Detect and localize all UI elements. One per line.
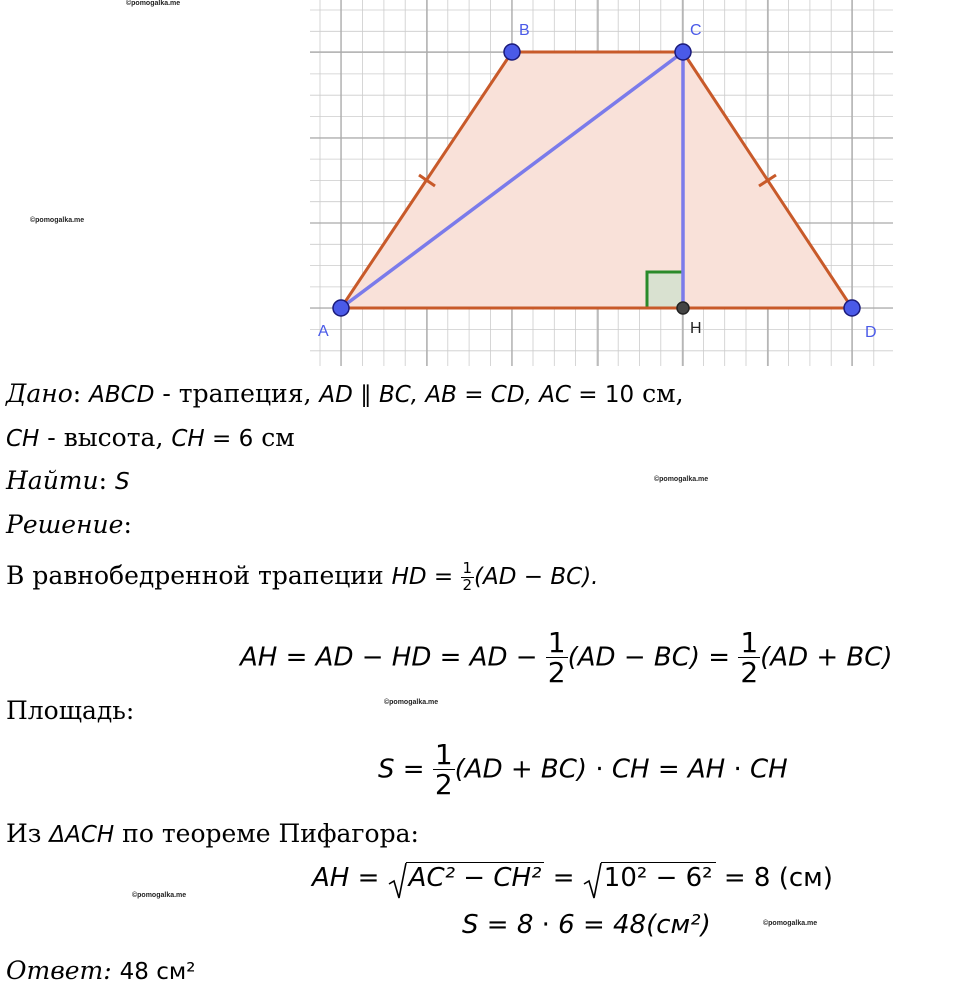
solution-line: Решение: (6, 510, 132, 539)
label-c: C (690, 22, 702, 39)
label-b: B (519, 22, 530, 39)
point-a (333, 300, 349, 316)
sqrt-1: AC² − CH² (388, 862, 545, 893)
given-line-2: CH - высота, CH = 6 см (6, 423, 295, 452)
point-d (844, 300, 860, 316)
area-line: Площадь: (6, 696, 135, 725)
fraction-half: $\frac{1}{2}$ (547, 626, 566, 690)
watermark: ©pomogalka.me (132, 892, 187, 899)
fraction-half: $\frac{1}{2}$ (740, 626, 759, 690)
label-d: D (865, 324, 877, 341)
equation-pythagoras: AH = AC² − CH² = 10² − 6² = 8 (см) (312, 862, 833, 893)
pythagoras-line: Из ΔACH по теореме Пифагора: (6, 819, 419, 848)
label-h: H (690, 320, 702, 337)
find-line: Найти: S (6, 466, 130, 495)
answer-line: Ответ: 48 см² (6, 956, 196, 985)
trapezoid-figure (0, 0, 960, 370)
isosceles-line: В равнобедренной трапеции HD = $\frac{1}{2}$ (AD − BC). (6, 559, 599, 594)
watermark: ©pomogalka.me (126, 0, 181, 7)
watermark: ©pomogalka.me (30, 217, 85, 224)
right-angle-marker (647, 272, 683, 308)
watermark: ©pomogalka.me (763, 920, 818, 927)
fraction-half: $\frac{1}{2}$ (434, 738, 453, 802)
point-c (675, 44, 691, 60)
fraction-half: $\frac{1}{2}$ (462, 559, 473, 594)
watermark: ©pomogalka.me (384, 699, 439, 706)
equation-ah: AH = AD − HD = AD − $\frac{1}{2}$ (AD − BC) = $\frac{1}{2}$ (AD + BC) (240, 626, 893, 690)
point-b (504, 44, 520, 60)
watermark: ©pomogalka.me (654, 476, 709, 483)
label-a: A (318, 323, 329, 340)
sqrt-2: 10² − 6² (583, 862, 716, 893)
equation-s: S = $\frac{1}{2}$ (AD + BC) ⋅ CH = AH ⋅ CH (378, 738, 788, 802)
given-line-1: Дано: ABCD - трапеция, AD ∥ BC, AB = CD, AC = 10 см, (6, 379, 684, 408)
equation-s-final: S = 8 ⋅ 6 = 48(см²) (462, 910, 711, 940)
point-h (677, 302, 689, 314)
